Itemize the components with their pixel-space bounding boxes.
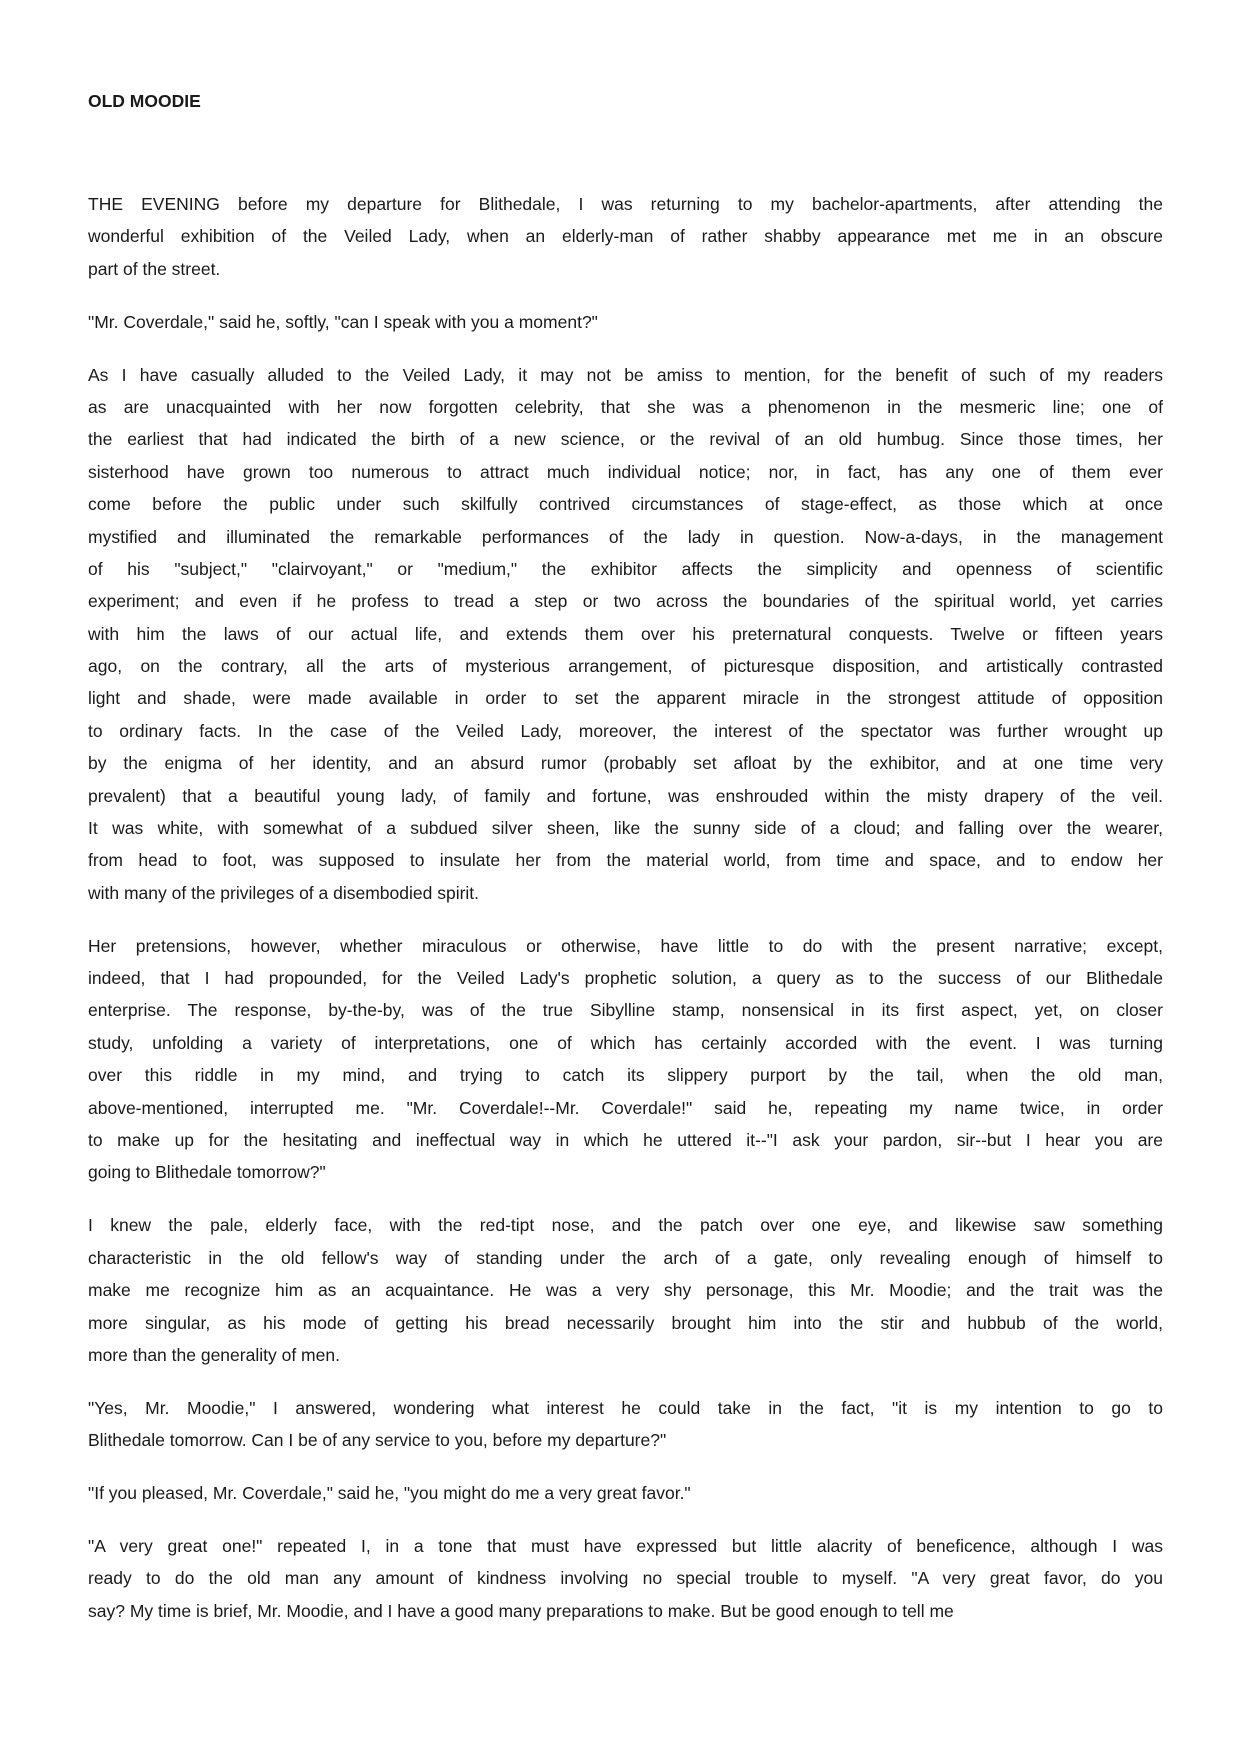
text-line: It was white, with somewhat of a subdued silver sheen, like the sunny side of a cloud; and falling over the wearer, bbox=[88, 818, 1163, 839]
text-line: characteristic in the old fellow's way of standing under the arch of a gate, only revealing enough of himself to bbox=[88, 1247, 1163, 1268]
text-line: ready to do the old man any amount of kindness involving no special trouble to myself. "A very great favor, do you bbox=[88, 1568, 1163, 1589]
text-line: come before the public under such skilfully contrived circumstances of stage-effect, as those which at once bbox=[88, 494, 1163, 515]
text-line: light and shade, were made available in order to set the apparent miracle in the strongest attitude of opposition bbox=[88, 688, 1163, 709]
document-body bbox=[88, 188, 1163, 1648]
text-line: "A very great one!" repeated I, in a tone that must have expressed but little alacrity of beneficence, although I was bbox=[88, 1535, 1163, 1556]
text-line: to ordinary facts. In the case of the Veiled Lady, moreover, the interest of the spectator was further wrought up bbox=[88, 720, 1163, 741]
text-line: study, unfolding a variety of interpretations, one of which has certainly accorded with the event. I was turning bbox=[88, 1032, 1163, 1053]
text-line: by the enigma of her identity, and an absurd rumor (probably set afloat by the exhibitor, and at one time very bbox=[88, 753, 1163, 774]
text-line: indeed, that I had propounded, for the Veiled Lady's prophetic solution, a query as to the success of our Blithedale bbox=[88, 968, 1163, 989]
text-line: over this riddle in my mind, and trying to catch its slippery purport by the tail, when the old man, bbox=[88, 1065, 1163, 1086]
text-line: more singular, as his mode of getting his bread necessarily brought him into the stir and hubbub of the world, bbox=[88, 1312, 1163, 1333]
text-line: from head to foot, was supposed to insulate her from the material world, from time and space, and to endow her bbox=[88, 850, 1163, 871]
text-line: As I have casually alluded to the Veiled Lady, it may not be amiss to mention, for the benefit of such of my readers bbox=[88, 364, 1163, 385]
text-line: part of the street. bbox=[88, 258, 221, 279]
text-line: above-mentioned, interrupted me. "Mr. Coverdale!--Mr. Coverdale!" said he, repeating my name twice, in order bbox=[88, 1097, 1163, 1118]
paragraph bbox=[88, 1477, 1163, 1509]
paragraph bbox=[88, 188, 1163, 285]
text-line: of his "subject," "clairvoyant," or "medium," the exhibitor affects the simplicity and openness of scientific bbox=[88, 558, 1163, 579]
text-line: prevalent) that a beautiful young lady, of family and fortune, was enshrouded within the misty drapery of the veil. bbox=[88, 785, 1163, 806]
text-line: more than the generality of men. bbox=[88, 1344, 340, 1365]
text-line: make me recognize him as an acquaintance. He was a very shy personage, this Mr. Moodie; and the trait was the bbox=[88, 1280, 1163, 1301]
text-line: the earliest that had indicated the birth of a new science, or the revival of an old humbug. Since those times, her bbox=[88, 429, 1163, 450]
text-line: to make up for the hesitating and ineffectual way in which he uttered it--"I ask your pardon, sir--but I hear you are bbox=[88, 1130, 1163, 1151]
text-line: "Mr. Coverdale," said he, softly, "can I speak with you a moment?" bbox=[88, 311, 598, 332]
text-line: wonderful exhibition of the Veiled Lady, when an elderly-man of rather shabby appearance met me in an obscure bbox=[88, 226, 1163, 247]
text-line: ago, on the contrary, all the arts of mysterious arrangement, of picturesque disposition, and artistically contrasted bbox=[88, 656, 1163, 677]
text-line: "Yes, Mr. Moodie," I answered, wondering what interest he could take in the fact, "it is my intention to go to bbox=[88, 1397, 1163, 1418]
paragraph bbox=[88, 1392, 1163, 1457]
text-line: with him the laws of our actual life, and extends them over his preternatural conquests. Twelve or fifteen years bbox=[88, 623, 1163, 644]
text-line: enterprise. The response, by-the-by, was of the true Sibylline stamp, nonsensical in its first aspect, yet, on closer bbox=[88, 1000, 1163, 1021]
text-line: I knew the pale, elderly face, with the red-tipt nose, and the patch over one eye, and likewise saw something bbox=[88, 1215, 1163, 1236]
paragraph bbox=[88, 1209, 1163, 1371]
text-line: experiment; and even if he profess to tread a step or two across the boundaries of the spiritual world, yet carries bbox=[88, 591, 1163, 612]
text-line: as are unacquainted with her now forgotten celebrity, that she was a phenomenon in the mesmeric line; one of bbox=[88, 396, 1163, 417]
text-line: with many of the privileges of a disembodied spirit. bbox=[88, 882, 480, 903]
text-line: Her pretensions, however, whether miraculous or otherwise, have little to do with the present narrative; except, bbox=[88, 935, 1163, 956]
text-line: THE EVENING before my departure for Blithedale, I was returning to my bachelor-apartments, after attending the bbox=[88, 194, 1163, 214]
paragraph bbox=[88, 306, 1163, 338]
paragraph bbox=[88, 1530, 1163, 1627]
text-line: going to Blithedale tomorrow?" bbox=[88, 1162, 326, 1183]
text-line: sisterhood have grown too numerous to attract much individual notice; nor, in fact, has any one of them ever bbox=[88, 461, 1163, 482]
chapter-title: OLD MOODIE bbox=[88, 91, 201, 111]
text-line: mystified and illuminated the remarkable performances of the lady in question. Now-a-days, in the management bbox=[88, 526, 1163, 547]
text-line: say? My time is brief, Mr. Moodie, and I have a good many preparations to make. But be good enough to tell me bbox=[88, 1600, 954, 1621]
paragraph bbox=[88, 930, 1163, 1189]
text-line: Blithedale tomorrow. Can I be of any service to you, before my departure?" bbox=[88, 1430, 667, 1451]
paragraph bbox=[88, 359, 1163, 910]
text-line: "If you pleased, Mr. Coverdale," said he, "you might do me a very great favor." bbox=[88, 1483, 691, 1504]
